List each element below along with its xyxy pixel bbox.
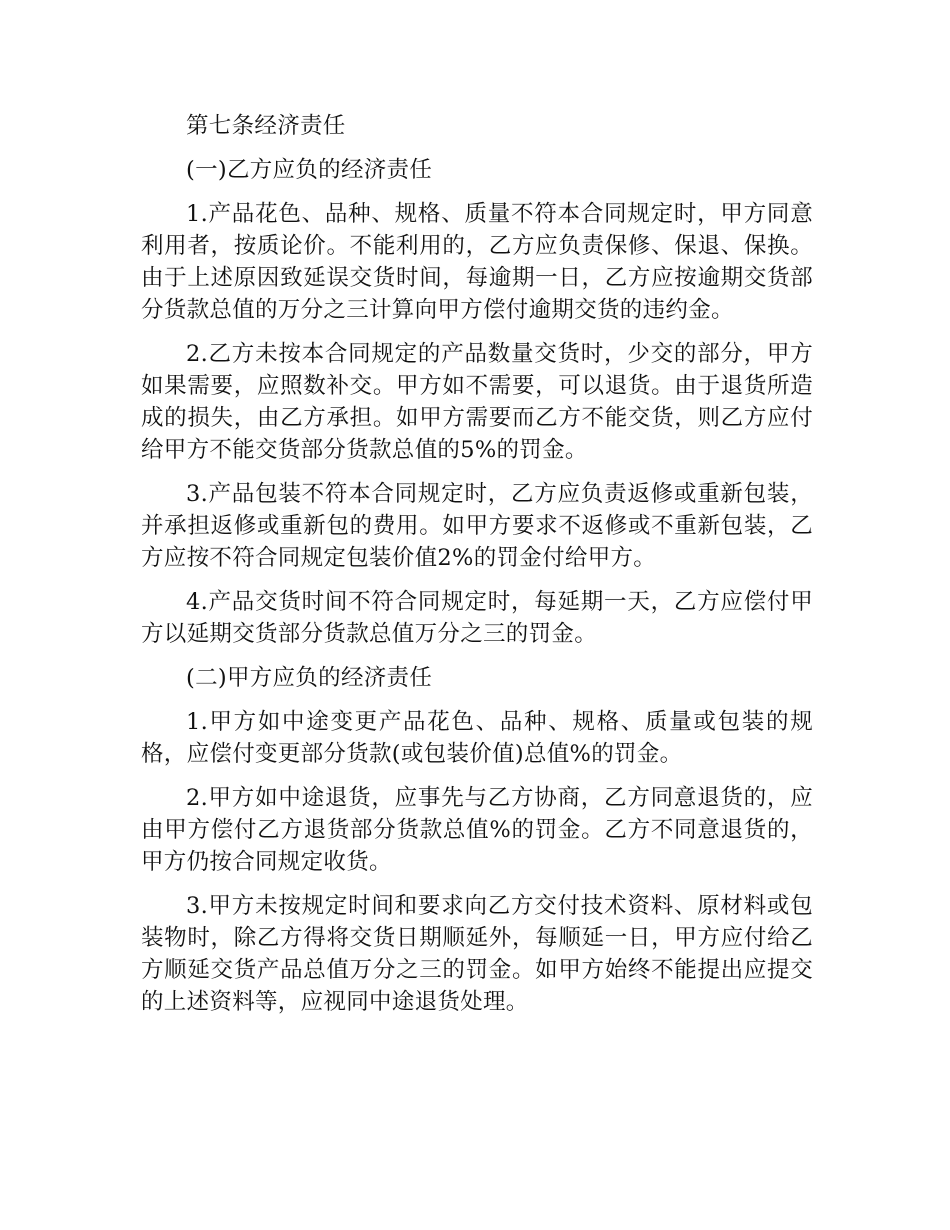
section-2-item-1: 1.甲方如中途变更产品花色、品种、规格、质量或包装的规格，应偿付变更部分货款(或包装价值)总值%的罚金。 [141, 709, 813, 767]
section-1-item-3: 3.产品包装不符本合同规定时，乙方应负责返修或重新包装，并承担返修或重新包的费用。如甲方要求不返修或不重新包装，乙方应按不符合同规定包装价值2%的罚金付给甲方。 [141, 481, 813, 571]
section-2-title: (二)甲方应负的经济责任 [186, 665, 433, 691]
section-1-item-2: 2.乙方未按本合同规定的产品数量交货时，少交的部分，甲方如果需要，应照数补交。甲方如不需要，可以退货。由于退货所造成的损失，由乙方承担。如甲方需要而乙方不能交货，则乙方应付给甲方不能交货部分货款总值的5%的罚金。 [141, 341, 813, 463]
section-2-item-3: 3.甲方未按规定时间和要求向乙方交付技术资料、原材料或包装物时，除乙方得将交货日期顺延外，每顺延一日，甲方应付给乙方顺延交货产品总值万分之三的罚金。如甲方始终不能提出应提交的上述资料等，应视同中途退货处理。 [141, 893, 813, 1015]
section-2-item-2: 2.甲方如中途退货，应事先与乙方协商，乙方同意退货的，应由甲方偿付乙方退货部分货款总值%的罚金。乙方不同意退货的，甲方仍按合同规定收货。 [141, 785, 813, 875]
document-page [141, 110, 813, 1030]
article-heading: 第七条经济责任 [186, 113, 346, 139]
section-1-item-1: 1.产品花色、品种、规格、质量不符本合同规定时，甲方同意利用者，按质论价。不能利用的，乙方应负责保修、保退、保换。由于上述原因致延误交货时间，每逾期一日，乙方应按逾期交货部分货款总值的万分之三计算向甲方偿付逾期交货的违约金。 [141, 201, 813, 323]
section-1-title: (一)乙方应负的经济责任 [186, 157, 433, 183]
section-1-item-4: 4.产品交货时间不符合同规定时，每延期一天，乙方应偿付甲方以延期交货部分货款总值万分之三的罚金。 [141, 589, 813, 647]
